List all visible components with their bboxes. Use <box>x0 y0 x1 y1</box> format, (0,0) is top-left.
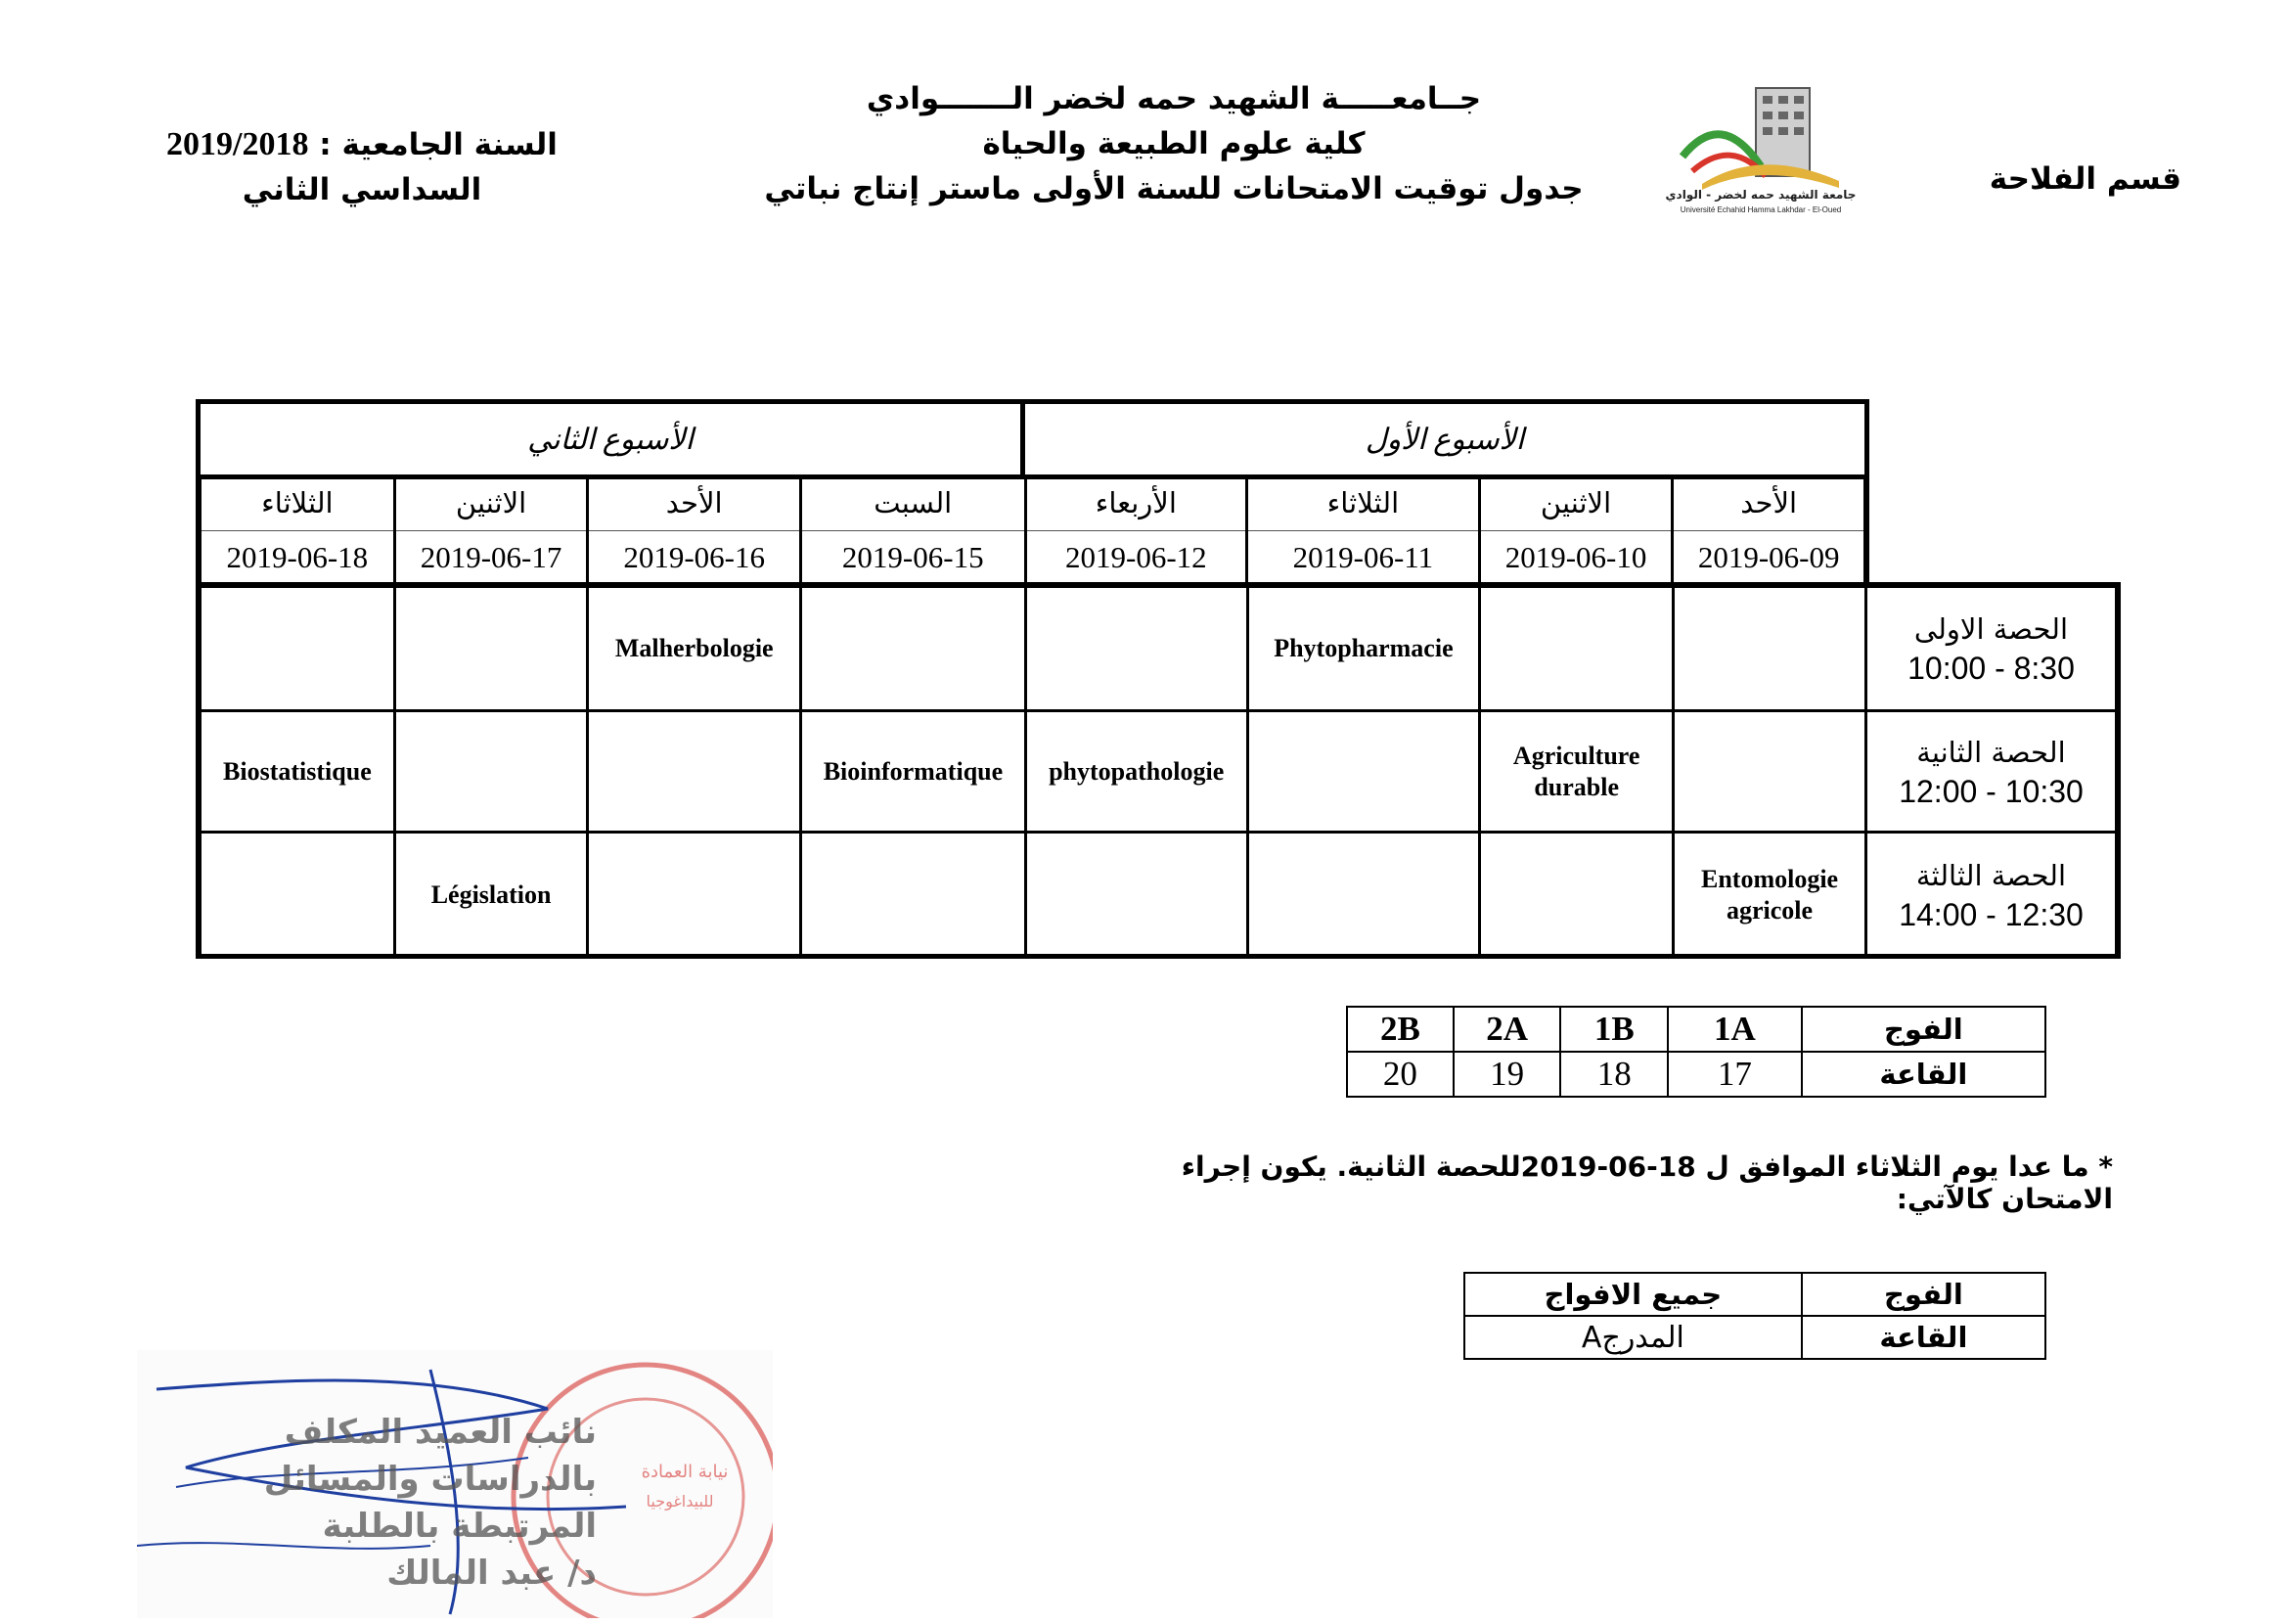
day-label: الثلاثاء <box>201 477 395 530</box>
day-label: الاثنين <box>394 477 588 530</box>
session-header <box>1866 711 2117 833</box>
week-header-second <box>196 399 1025 479</box>
exam-cell <box>588 833 801 958</box>
room-number: 18 <box>1560 1052 1668 1097</box>
svg-text:للبيداغوجيا: للبيداغوجيا <box>646 1492 714 1511</box>
group-code: 2A <box>1454 1007 1561 1052</box>
exam-cell <box>588 711 801 833</box>
session-name: الحصة الثانية <box>1916 735 2066 769</box>
exam-cell <box>801 833 1026 958</box>
exam-cell: Biostatistique <box>201 711 395 833</box>
exam-cell: Législation <box>394 833 588 958</box>
session-time: 10:00 - 8:30 <box>1907 651 2075 686</box>
exam-cell: Bioinformatique <box>801 711 1026 833</box>
week-header-first <box>1020 399 1869 479</box>
days-header-table <box>199 477 1866 584</box>
exam-cell <box>1025 587 1247 711</box>
exam-cell <box>201 833 395 958</box>
day-date: 2019-06-18 <box>201 530 395 584</box>
exam-cell <box>1480 587 1674 711</box>
schedule-title: جدول توقيت الامتحانات للسنة الأولى ماستر إنتاج نباتي <box>764 171 1584 206</box>
day-date: 2019-06-16 <box>588 530 801 584</box>
exam-cell <box>1480 833 1674 958</box>
exam-cell <box>1025 833 1247 958</box>
day-label: الأربعاء <box>1025 477 1247 530</box>
logo-caption-arabic: جامعة الشهيد حمه لخضر - الوادي <box>1665 188 1857 202</box>
exam-cell <box>1674 587 1866 711</box>
session-name: الحصة الثالثة <box>1915 858 2067 892</box>
academic-year-line <box>147 122 577 167</box>
day-date: 2019-06-11 <box>1247 530 1480 584</box>
stamp-signatory: د/ عبد المالك <box>386 1554 597 1593</box>
session-header <box>1866 833 2117 958</box>
rooms-table <box>1346 1006 2046 1098</box>
day-date: 2019-06-10 <box>1479 530 1673 584</box>
day-date: 2019-06-17 <box>394 530 588 584</box>
exam-cell <box>201 587 395 711</box>
exam-cell <box>1247 711 1480 833</box>
room-number: 20 <box>1347 1052 1454 1097</box>
exam-cell <box>1247 833 1480 958</box>
rooms-room-label: القاعة <box>1802 1052 2045 1097</box>
svg-text:نيابة العمادة: نيابة العمادة <box>641 1462 729 1482</box>
group-code: 1B <box>1560 1007 1668 1052</box>
day-label: السبت <box>800 477 1025 530</box>
group-code: 2B <box>1347 1007 1454 1052</box>
exception-rooms-table <box>1463 1272 2046 1360</box>
department-name: قسم الفلاحة <box>1989 161 2181 197</box>
logo-caption-french: Université Echahid Hamma Lakhdar - El-Oued <box>1680 205 1842 214</box>
exception-note: * ما عدا يوم الثلاثاء الموافق ل 18-06-2019للحصة الثانية. يكون إجراء الامتحان كالآتي: <box>1181 1150 2113 1215</box>
rooms-group-label: الفوج <box>1802 1007 2045 1052</box>
exam-cell <box>394 587 588 711</box>
day-date: 2019-06-12 <box>1025 530 1247 584</box>
group-code: 1A <box>1668 1007 1802 1052</box>
day-label: الثلاثاء <box>1247 477 1480 530</box>
header-left-block <box>147 122 577 212</box>
university-logo <box>1663 78 1859 225</box>
exam-cell: Agriculture durable <box>1480 711 1674 833</box>
exception-room-label: القاعة <box>1802 1316 2045 1359</box>
exception-group-label: الفوج <box>1802 1273 2045 1316</box>
exam-cell: phytopathologie <box>1025 711 1247 833</box>
session-time: 12:00 - 10:30 <box>1899 773 2084 809</box>
session-name: الحصة الاولى <box>1913 612 2069 646</box>
exam-cell <box>394 711 588 833</box>
exception-room-value: المدرجA <box>1464 1316 1802 1359</box>
week1-title: الأسبوع الأول <box>1365 423 1525 456</box>
exam-cell: Entomologie agricole <box>1674 833 1866 958</box>
exam-cell: Malherbologie <box>588 587 801 711</box>
faculty-name: كلية علوم الطبيعة والحياة <box>982 126 1366 161</box>
day-label: الأحد <box>1673 477 1865 530</box>
session-header <box>1866 587 2117 711</box>
exam-cell <box>1674 711 1866 833</box>
exam-cell: Phytopharmacie <box>1247 587 1480 711</box>
session-row <box>201 587 2117 711</box>
week2-title: الأسبوع الثاني <box>527 423 694 456</box>
academic-year: 2019/2018 <box>166 126 309 162</box>
header-center-block <box>743 76 1604 211</box>
room-number: 17 <box>1668 1052 1802 1097</box>
day-date: 2019-06-09 <box>1673 530 1865 584</box>
room-number: 19 <box>1454 1052 1561 1097</box>
session-time: 14:00 - 12:30 <box>1899 896 2084 932</box>
semester: السداسي الثاني <box>242 172 482 207</box>
exception-group-value: جميع الافواج <box>1464 1273 1802 1316</box>
day-date: 2019-06-15 <box>800 530 1025 584</box>
university-name: جــامعـــــة الشهيد حمه لخضر الـــــــوادي <box>866 81 1482 116</box>
day-label: الاثنين <box>1479 477 1673 530</box>
session-row <box>201 833 2117 958</box>
exam-cell <box>801 587 1026 711</box>
session-row <box>201 711 2117 833</box>
day-label: الأحد <box>588 477 801 530</box>
exam-grid <box>199 585 2118 959</box>
stamp-title: نائب العميد المكلف بالدراسات والمسائل المرتبطة بالطلبة <box>263 1413 597 1546</box>
stamp-signature-area <box>137 1350 773 1624</box>
academic-year-label: السنة الجامعية : <box>319 127 558 162</box>
